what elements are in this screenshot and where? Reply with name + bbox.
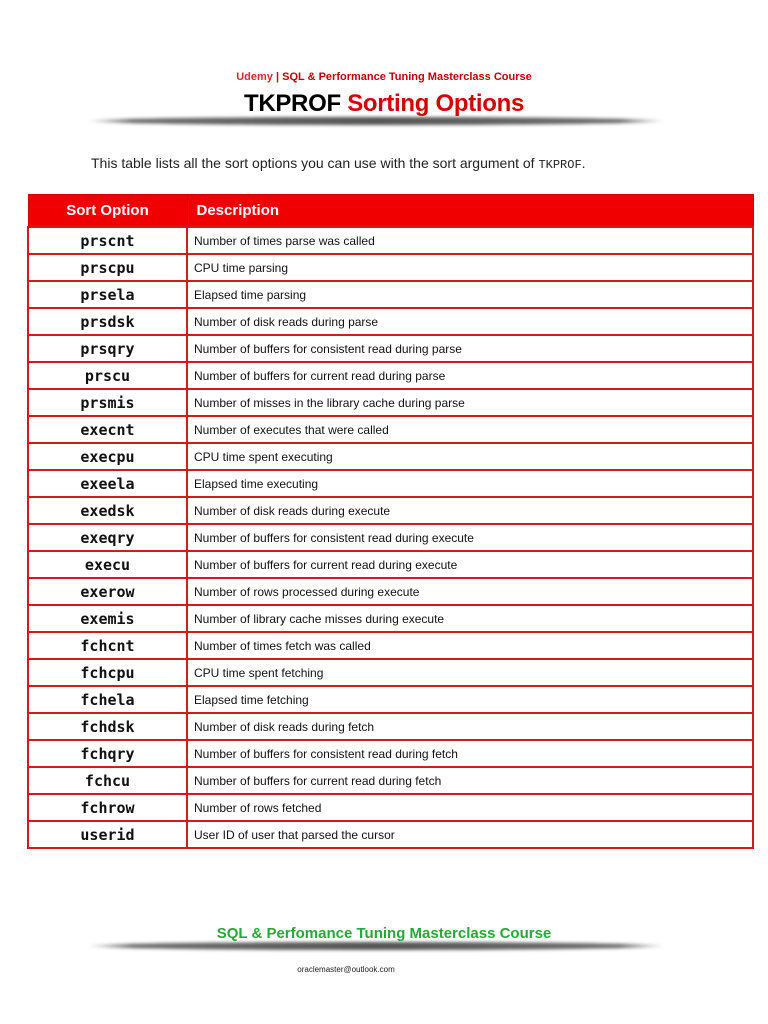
sort-option-cell: execu [28, 551, 187, 578]
table-row [28, 227, 753, 254]
sort-option-cell: fchrow [28, 794, 187, 821]
description-cell: Elapsed time executing [187, 470, 753, 497]
intro-code: TKPROF [538, 158, 582, 172]
sort-option-cell: exeqry [28, 524, 187, 551]
sort-option-cell: execnt [28, 416, 187, 443]
description-cell: Number of buffers for consistent read during parse [187, 335, 753, 362]
table-row [28, 794, 753, 821]
table-row [28, 497, 753, 524]
table-row [28, 335, 753, 362]
sort-option-cell: prscpu [28, 254, 187, 281]
table-row [28, 740, 753, 767]
description-cell: Number of disk reads during fetch [187, 713, 753, 740]
sort-option-cell: exerow [28, 578, 187, 605]
description-cell: Number of buffers for current read during fetch [187, 767, 753, 794]
udemy-brand: Udemy [236, 71, 273, 83]
footer-course-title: SQL & Perfomance Tuning Masterclass Course [216, 925, 552, 942]
sort-option-cell: prsela [28, 281, 187, 308]
table-row [28, 578, 753, 605]
table-row [28, 686, 753, 713]
header-description: Description [187, 195, 753, 228]
description-cell: Number of executes that were called [187, 416, 753, 443]
description-cell: Elapsed time parsing [187, 281, 753, 308]
table-row [28, 254, 753, 281]
sort-option-cell: fchdsk [28, 713, 187, 740]
table-row [28, 470, 753, 497]
description-cell: User ID of user that parsed the cursor [187, 821, 753, 848]
table-row [28, 524, 753, 551]
title-tkprof: TKPROF [243, 90, 341, 117]
table-row [28, 551, 753, 578]
sort-option-cell: fchqry [28, 740, 187, 767]
sort-option-cell: prsdsk [28, 308, 187, 335]
description-cell: Number of disk reads during execute [187, 497, 753, 524]
sort-option-cell: prscu [28, 362, 187, 389]
table-row [28, 632, 753, 659]
course-name: SQL & Performance Tuning Masterclass Course [282, 71, 532, 83]
title-sorting-options: Sorting Options [347, 90, 525, 117]
intro-end: . [581, 155, 586, 171]
table-header-row [28, 195, 753, 228]
header-separator: | [275, 71, 280, 83]
sort-option-cell: fchcnt [28, 632, 187, 659]
sort-option-cell: fchela [28, 686, 187, 713]
description-cell: CPU time parsing [187, 254, 753, 281]
sort-options-table [27, 194, 754, 849]
table-row [28, 821, 753, 848]
intro-paragraph [91, 155, 586, 172]
table-row [28, 389, 753, 416]
description-cell: Number of misses in the library cache during parse [187, 389, 753, 416]
description-cell: Number of times fetch was called [187, 632, 753, 659]
table-body [28, 227, 753, 848]
description-cell: Number of rows processed during execute [187, 578, 753, 605]
sort-option-cell: fchcu [28, 767, 187, 794]
description-cell: CPU time spent executing [187, 443, 753, 470]
description-cell: Number of buffers for current read during parse [187, 362, 753, 389]
table-row [28, 308, 753, 335]
table-row [28, 659, 753, 686]
sort-option-cell: exedsk [28, 497, 187, 524]
sort-option-cell: exemis [28, 605, 187, 632]
sort-option-cell: fchcpu [28, 659, 187, 686]
table-row [28, 767, 753, 794]
table-row [28, 713, 753, 740]
page-title [0, 90, 768, 118]
description-cell: Number of rows fetched [187, 794, 753, 821]
footer-email: oraclemaster@outlook.com [297, 965, 395, 974]
table-row [28, 605, 753, 632]
table-row [28, 362, 753, 389]
intro-text: This table lists all the sort options you can use with the sort argument of [91, 155, 539, 171]
course-header-line [0, 71, 768, 83]
sort-option-cell: prsqry [28, 335, 187, 362]
sort-option-cell: userid [28, 821, 187, 848]
description-cell: Number of disk reads during parse [187, 308, 753, 335]
sort-option-cell: execpu [28, 443, 187, 470]
table-row [28, 416, 753, 443]
sort-option-cell: prscnt [28, 227, 187, 254]
header-sort-option: Sort Option [28, 195, 187, 228]
sort-option-cell: prsmis [28, 389, 187, 416]
table-row [28, 443, 753, 470]
description-cell: Number of buffers for consistent read during fetch [187, 740, 753, 767]
sort-option-cell: exeela [28, 470, 187, 497]
sort-options-table-container [27, 194, 752, 849]
description-cell: CPU time spent fetching [187, 659, 753, 686]
header-divider [86, 117, 666, 125]
table-row [28, 281, 753, 308]
description-cell: Number of buffers for current read during execute [187, 551, 753, 578]
description-cell: Number of times parse was called [187, 227, 753, 254]
description-cell: Elapsed time fetching [187, 686, 753, 713]
description-cell: Number of buffers for consistent read during execute [187, 524, 753, 551]
footer-divider [86, 942, 666, 950]
description-cell: Number of library cache misses during execute [187, 605, 753, 632]
